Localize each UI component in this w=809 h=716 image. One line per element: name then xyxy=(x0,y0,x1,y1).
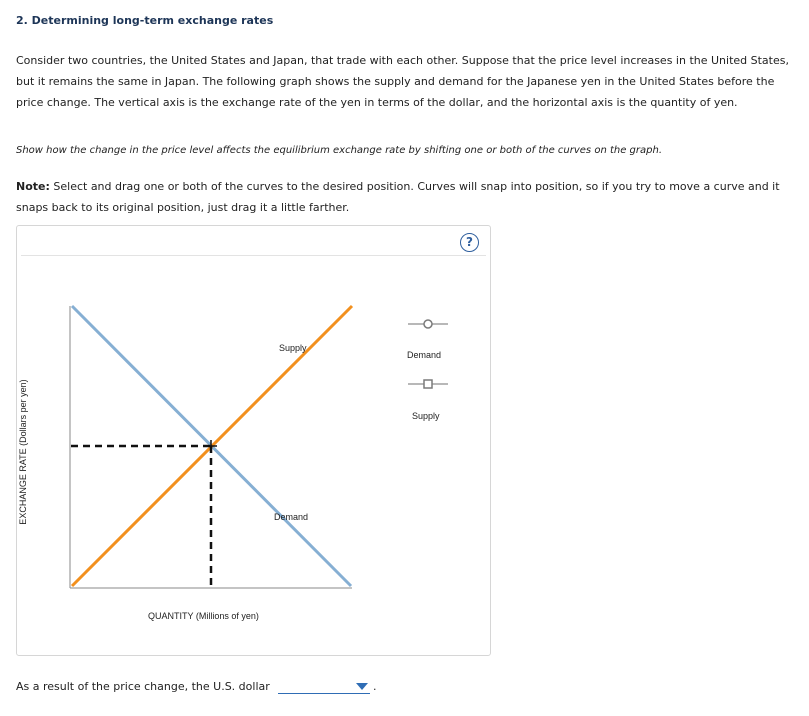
note-body: Select and drag one or both of the curves to the desired position. Curves will snap into position, so if you try to move a curve and it snaps back to its original position, just drag it a little farther. xyxy=(16,180,780,214)
x-axis-label: QUANTITY (Millions of yen) xyxy=(148,611,259,621)
question-paragraph: Consider two countries, the United States and Japan, that trade with each other. Suppose that the price level increases in the United States, but it remains the same in Japan. The following graph shows the supply and demand for the Japanese yen in the United States before the price change. The vertical axis is the exchange rate of the yen in terms of the dollar, and the horizontal axis is the quantity of yen. xyxy=(16,54,789,109)
chevron-down-icon xyxy=(356,683,368,690)
legend-supply-label: Supply xyxy=(412,411,440,421)
instruction-text: Show how the change in the price level affects the equilibrium exchange rate by shifting one or both of the curves on the graph. xyxy=(16,145,663,156)
legend-demand-icon[interactable] xyxy=(408,320,448,328)
note-label: Note: xyxy=(16,180,50,193)
answer-prefix: As a result of the price change, the U.S. dollar xyxy=(16,680,270,693)
answer-suffix: . xyxy=(373,680,377,693)
legend-demand-label: Demand xyxy=(407,350,442,360)
legend-supply-icon[interactable] xyxy=(408,380,448,388)
demand-curve-label: Demand xyxy=(274,512,309,522)
answer-dropdown[interactable] xyxy=(278,680,370,694)
help-icon[interactable]: ? xyxy=(460,233,479,252)
supply-curve-label: Supply xyxy=(279,343,307,353)
y-axis-label: EXCHANGE RATE (Dollars per yen) xyxy=(18,379,28,525)
question-title: 2. Determining long-term exchange rates xyxy=(16,14,274,27)
